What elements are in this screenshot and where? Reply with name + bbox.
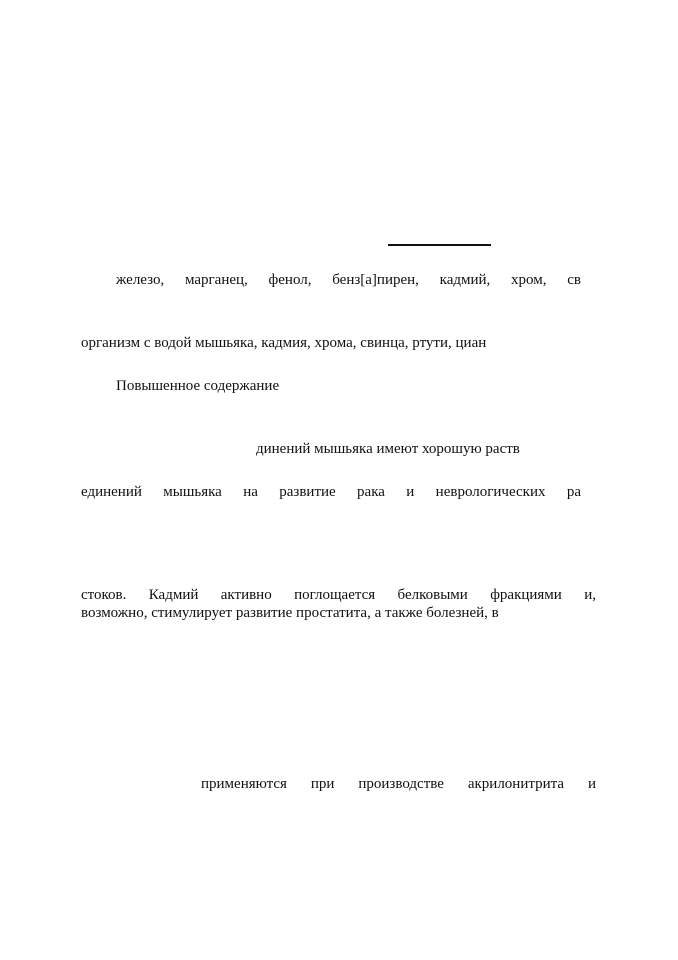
text-line-8: применяются при производстве акрилонитрита и xyxy=(201,776,596,792)
text-line-4: динений мышьяка имеют хорошую раств xyxy=(256,441,520,457)
text-line-1: железо, марганец, фенол, бенз[а]пирен, кадмий, хром, св xyxy=(116,272,581,288)
text-line-6: стоков. Кадмий активно поглощается белковыми фракциями и, xyxy=(81,587,596,603)
text-line-2: организм с водой мышьяка, кадмия, хрома, свинца, ртути, циан xyxy=(81,335,487,351)
horizontal-rule xyxy=(388,244,491,246)
text-line-7: возможно, стимулирует развитие простатита, а также болезней, в xyxy=(81,605,499,621)
text-line-5: единений мышьяка на развитие рака и неврологических ра xyxy=(81,484,581,500)
text-line-3: Повышенное содержание xyxy=(116,378,280,394)
